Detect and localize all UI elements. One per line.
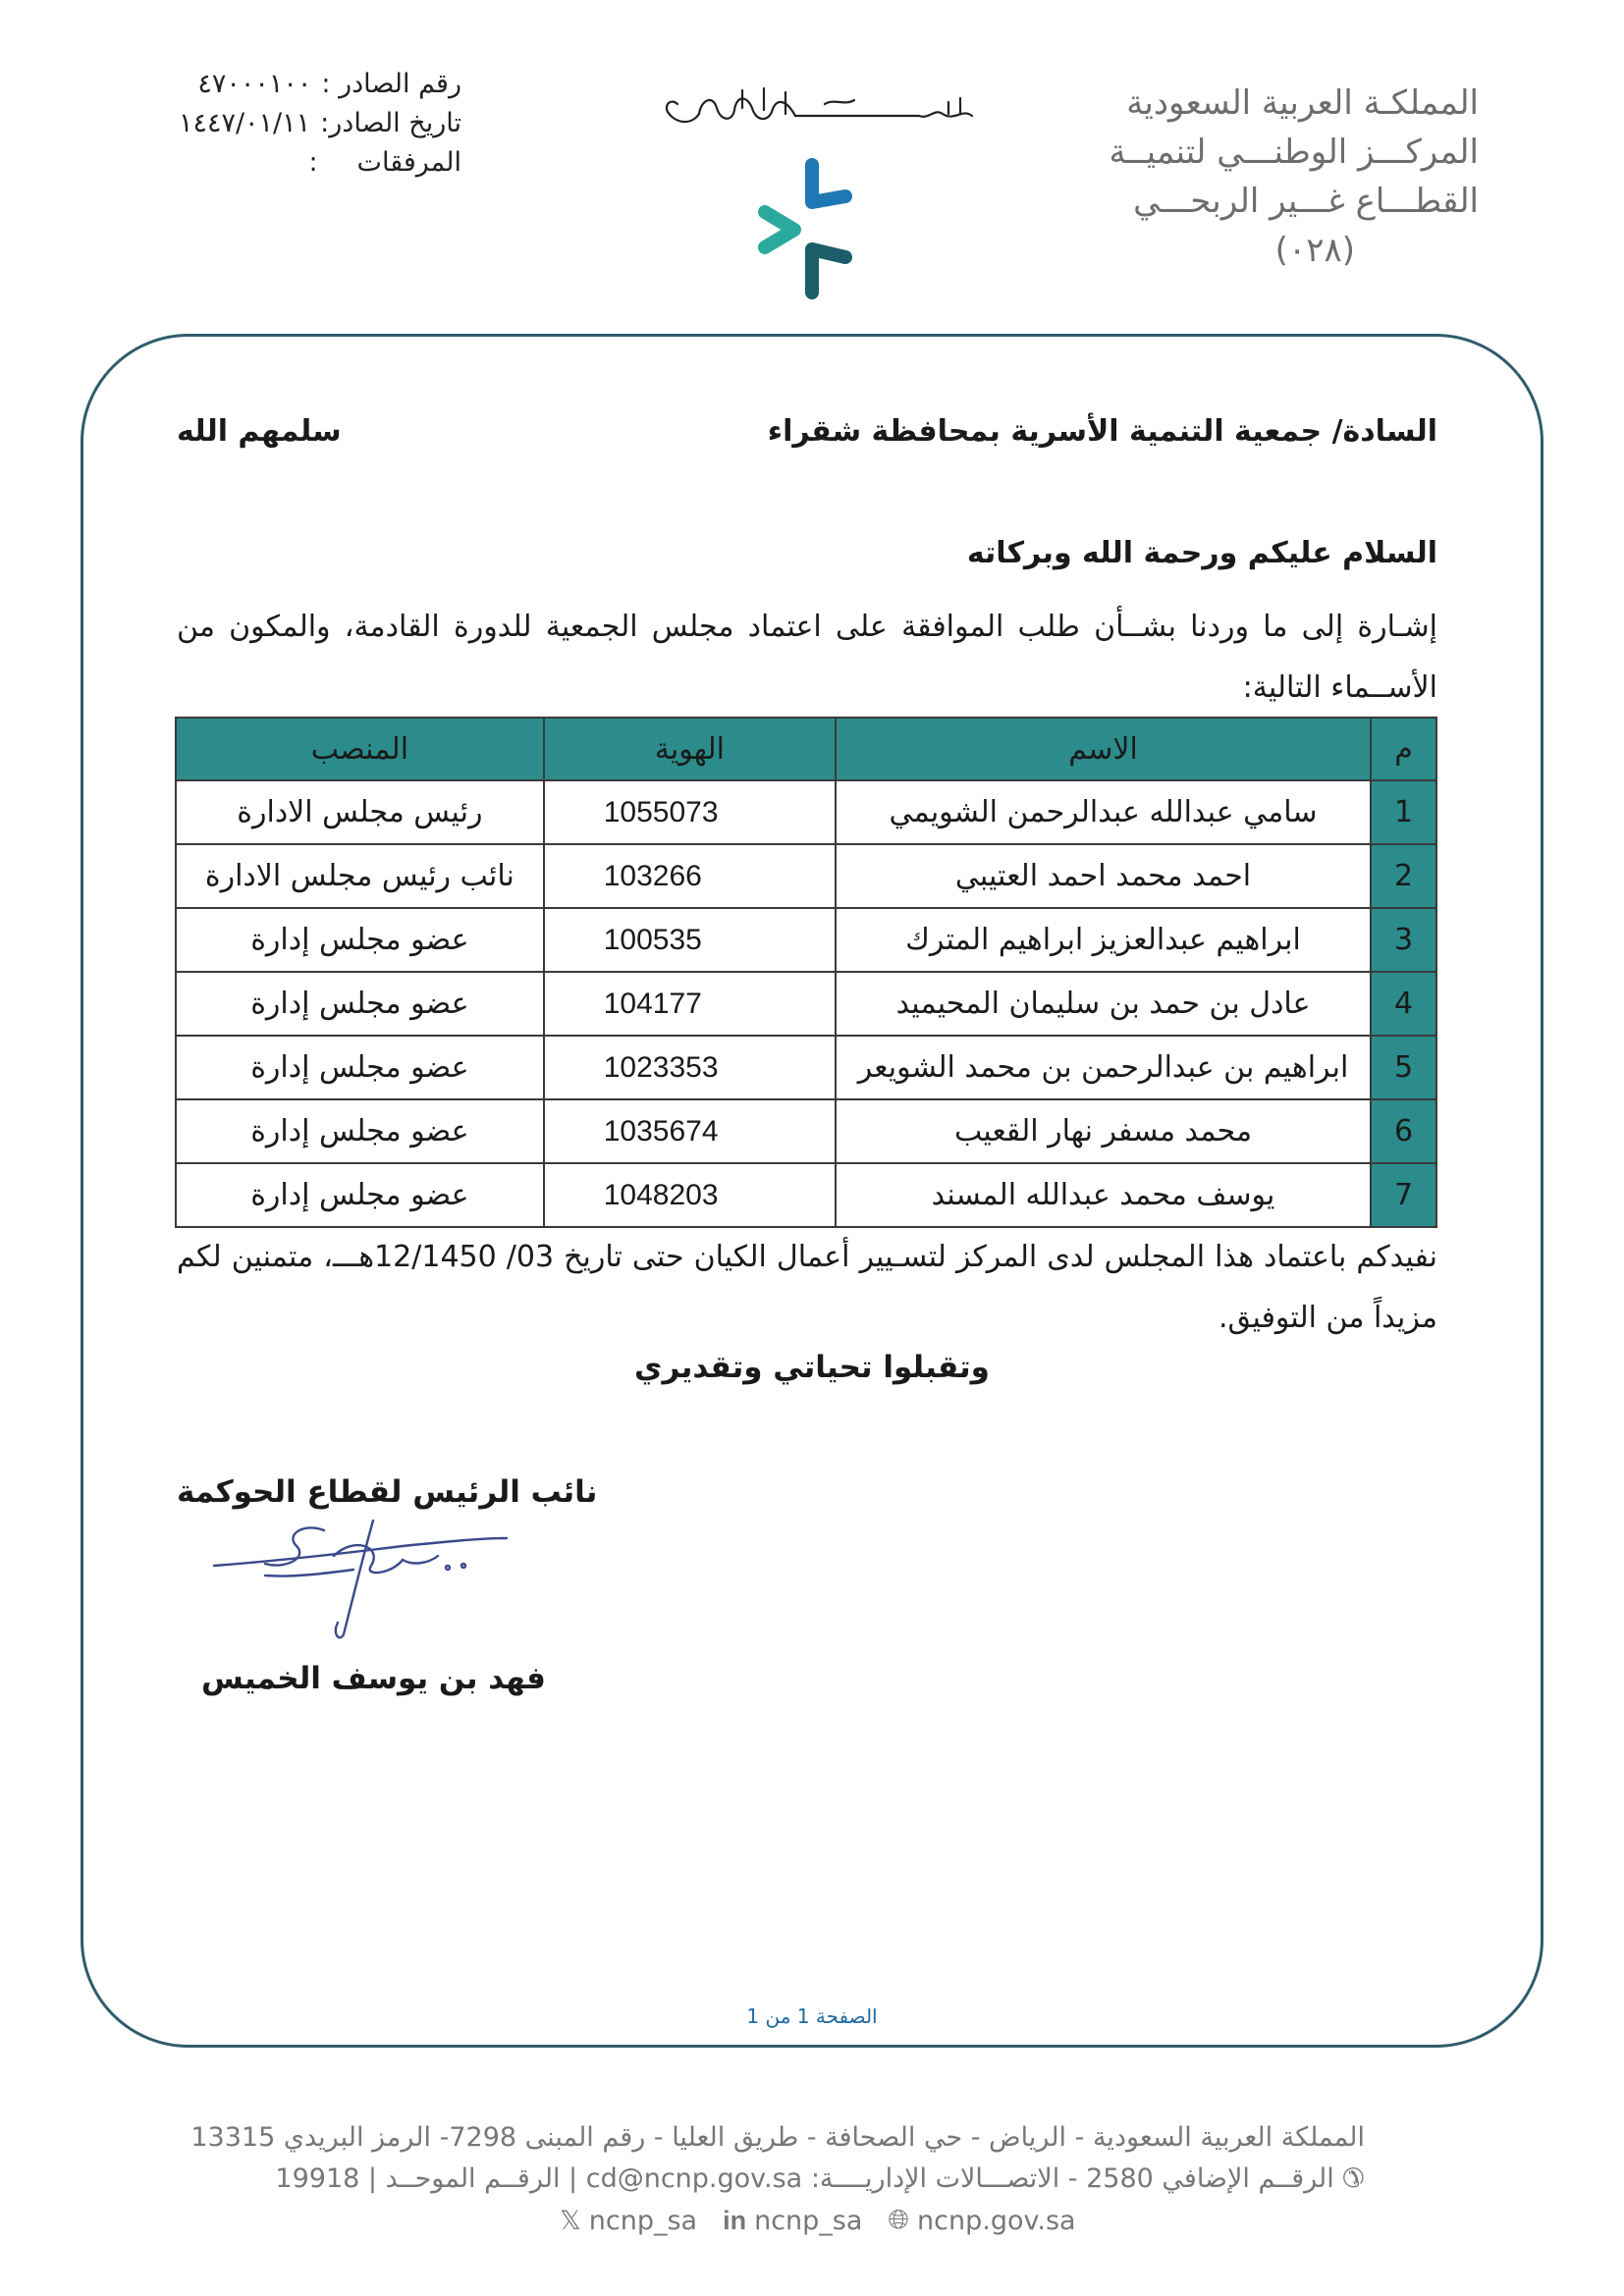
closing-paragraph: نفيدكم باعتماد هذا المجلس لدى المركز لتسـيير أعمال الكيان حتى تاريخ 03/ 12/1450هـــ، متمنين لكم مزيداً من التوفيق.	[177, 1240, 1437, 1335]
table-row	[176, 780, 1436, 844]
issue-number-value: ٤٧٠٠٠١٠٠	[197, 69, 312, 99]
row-num: 3	[1371, 908, 1436, 972]
org-line-center: المركـــز الوطنـــي لتنميــة	[1109, 133, 1479, 172]
row-position: عضو مجلس إدارة	[176, 1099, 544, 1163]
footer-contact-text: الرقــم الإضافي 2580 - الاتصـــالات الإداريــــة: cd@ncnp.gov.sa | الرقــم الموحــد | 19918	[275, 2163, 1334, 2194]
row-id: 1055073	[544, 780, 836, 844]
table-row	[176, 908, 1436, 972]
row-position: عضو مجلس إدارة	[176, 1163, 544, 1227]
page-number: الصفحة 1 من 1	[746, 2004, 878, 2028]
row-num: 4	[1371, 972, 1436, 1036]
footer-social	[560, 2205, 1076, 2236]
table-row	[176, 972, 1436, 1036]
row-name: يوسف محمد عبدالله المسند	[836, 1163, 1371, 1227]
org-code: (٠٢٨)	[1274, 231, 1355, 270]
org-line-country: المملكـة العربية السعودية	[1126, 83, 1479, 123]
row-name: محمد مسفر نهار القعيب	[836, 1099, 1371, 1163]
intro-paragraph: إشـارة إلى ما وردنا بشــأن طلب الموافقة على اعتماد مجلس الجمعية للدورة القادمة، والمكون من الأســماء التالية:	[177, 610, 1437, 705]
signatory-title: نائب الرئيس لقطاع الحوكمة	[177, 1474, 598, 1510]
social-linkedin[interactable]	[723, 2206, 862, 2236]
linkedin-icon: in	[723, 2205, 747, 2235]
social-x[interactable]	[560, 2206, 697, 2236]
row-num: 7	[1371, 1163, 1436, 1227]
row-num: 1	[1371, 780, 1436, 844]
social-x-label: ncnp_sa	[588, 2205, 698, 2236]
row-name: ابراهيم بن عبدالرحمن بن محمد الشويعر	[836, 1036, 1371, 1099]
header-name: الاسم	[836, 718, 1371, 780]
row-num: 6	[1371, 1099, 1436, 1163]
social-linkedin-label: ncnp_sa	[754, 2205, 863, 2236]
issue-date-value: ١٤٤٧/٠١/١١	[178, 108, 311, 138]
table-header-row	[176, 718, 1436, 780]
basmala-calligraphy	[648, 79, 982, 135]
attachments-value: :	[308, 147, 318, 178]
footer-contact	[275, 2163, 1365, 2194]
organization-header	[1047, 79, 1479, 275]
x-icon: 𝕏	[560, 2205, 581, 2236]
globe-icon: 🌐︎	[888, 2205, 910, 2235]
row-position: نائب رئيس مجلس الادارة	[176, 844, 544, 908]
table-row	[176, 1036, 1436, 1099]
issue-number-label: رقم الصادر :	[321, 69, 461, 99]
issue-info	[108, 65, 461, 183]
header-position: المنصب	[176, 718, 544, 780]
row-num: 2	[1371, 844, 1436, 908]
signatory-name: فهد بن يوسف الخميس	[201, 1661, 546, 1696]
board-members-table	[175, 717, 1437, 1228]
row-id: 100535	[544, 908, 836, 972]
ncnp-logo	[751, 155, 869, 302]
row-name: عادل بن حمد بن سليمان المحيميد	[836, 972, 1371, 1036]
social-website[interactable]	[888, 2205, 1075, 2236]
row-position: عضو مجلس إدارة	[176, 908, 544, 972]
regards: وتقبلوا تحياتي وتقديري	[634, 1350, 990, 1385]
row-id: 1048203	[544, 1163, 836, 1227]
org-line-sector: القطـــاع غـــير الربحـــي	[1133, 182, 1479, 221]
social-website-label: ncnp.gov.sa	[917, 2205, 1076, 2236]
attachments-label: المرفقات	[356, 147, 461, 178]
row-id: 1035674	[544, 1099, 836, 1163]
row-position: رئيس مجلس الادارة	[176, 780, 544, 844]
row-id: 104177	[544, 972, 836, 1036]
row-num: 5	[1371, 1036, 1436, 1099]
row-name: سامي عبدالله عبدالرحمن الشويمي	[836, 780, 1371, 844]
row-id: 103266	[544, 844, 836, 908]
greeting: السلام عليكم ورحمة الله وبركاته	[966, 536, 1437, 570]
addressee: السادة/ جمعية التنمية الأسرية بمحافظة شقراء	[767, 414, 1437, 449]
header-num: م	[1371, 718, 1436, 780]
table-row	[176, 1163, 1436, 1227]
handwritten-signature	[206, 1517, 511, 1644]
table-row	[176, 1099, 1436, 1163]
footer-address: المملكة العربية السعودية - الرياض - حي الصحافة - طريق العليا - رقم المبنى 7298- الرمز البريدي 13315	[190, 2122, 1365, 2153]
header-id: الهوية	[544, 718, 836, 780]
row-name: ابراهيم عبدالعزيز ابراهيم المترك	[836, 908, 1371, 972]
row-position: عضو مجلس إدارة	[176, 972, 544, 1036]
row-position: عضو مجلس إدارة	[176, 1036, 544, 1099]
phone-icon: ✆	[1342, 2163, 1365, 2194]
table-row	[176, 844, 1436, 908]
salutation: سلمهم الله	[177, 414, 342, 449]
row-name: احمد محمد احمد العتيبي	[836, 844, 1371, 908]
row-id: 1023353	[544, 1036, 836, 1099]
issue-date-label: تاريخ الصادر:	[320, 108, 461, 138]
